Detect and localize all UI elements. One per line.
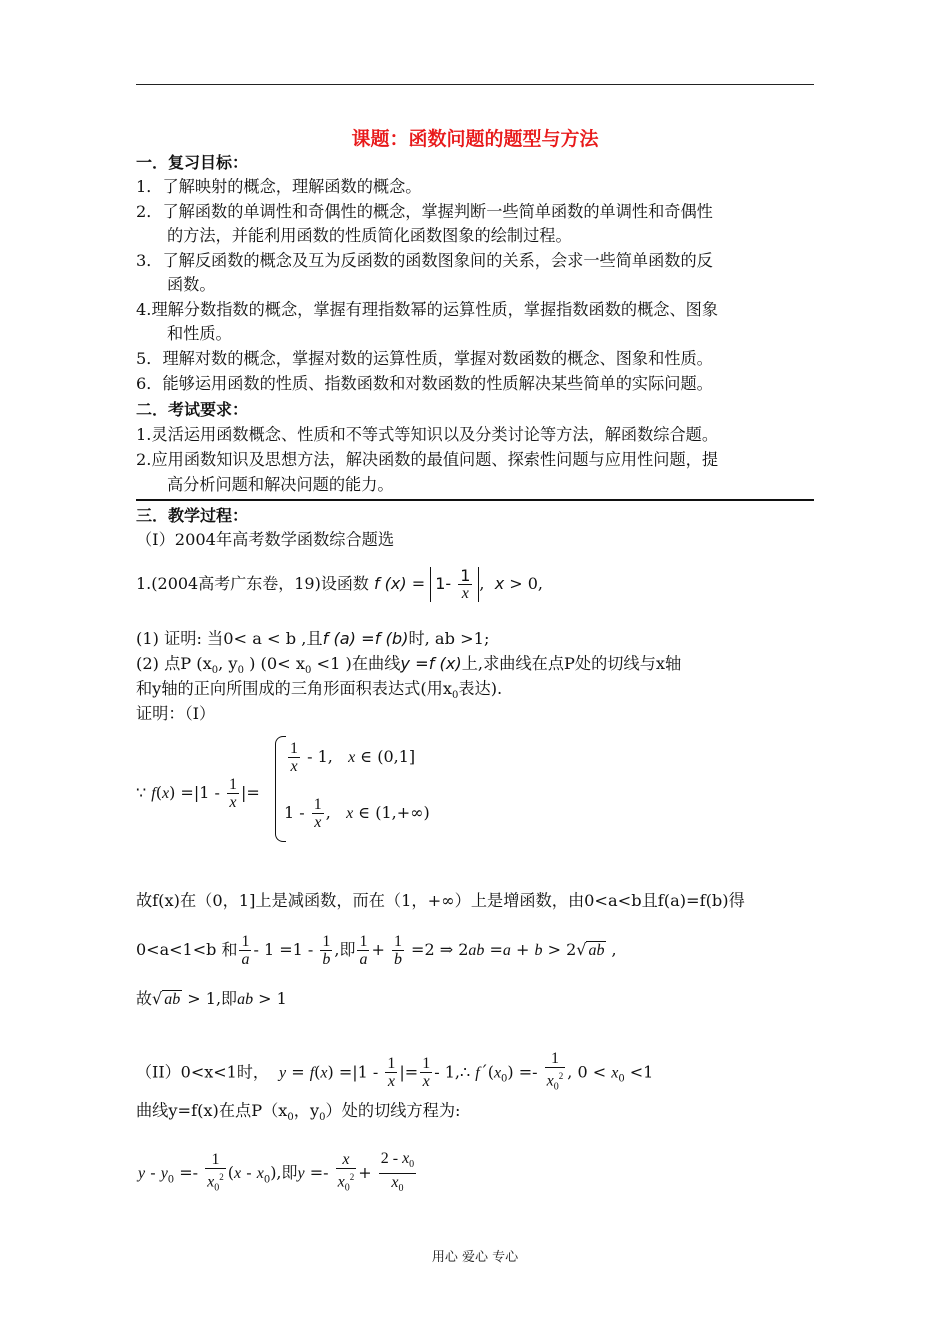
piecewise-case-1: $\frac{1}{x}$ - 1, x ∈ (0,1] <box>290 740 416 775</box>
objective-item: 1．了解映射的概念，理解函数的概念。 <box>136 177 422 196</box>
equation-ab: 0<a<1<b 和 $\frac{1}{a}$ - 1 =1 - $\frac{1}{b}$ ,即 $\frac{1}{a}$ + $\frac{1}{b}$ =2 ⇒ 2ab =a + b > 2√ ab , <box>136 933 617 968</box>
tangent-equation: y - $y_0$ =- $\frac{1}{x_0^2}$ $(x - x_0)$,即y =- $\frac{x}{x_0^2}$ + $\frac{2 - x_0}{x_0}$ <box>138 1150 415 1195</box>
question-1-part1: (1) 证明: 当0< a < b ,且f (a) =f (b)时, ab >1; <box>136 629 490 648</box>
piecewise-case-2: 1 - $\frac{1}{x}$ , x ∈ (1,+∞) <box>284 796 430 831</box>
piecewise-lhs: ∵ f(x) =|1 - $\frac{1}{x}$ |= <box>136 776 260 811</box>
header-rule <box>136 84 814 85</box>
objective-item: 5．理解对数的概念，掌握对数的运算性质，掌握对数函数的概念、图象和性质。 <box>136 349 713 368</box>
page-title: 课题：函数问题的题型与方法 <box>351 128 599 150</box>
requirement-item: 2.应用函数知识及思想方法，解决函数的最值问题、探索性问题与应用性问题，提 <box>136 450 719 469</box>
tangent-text: 曲线y=f(x)在点$P(x_0$，$y_0$）处的切线方程为: <box>136 1101 461 1124</box>
objective-item-cont: 和性质。 <box>167 324 232 343</box>
objective-item: 6．能够运用函数的性质、指数函数和对数函数的性质解决某些简单的实际问题。 <box>136 374 713 393</box>
part2-derivative: （II）0<x<1时， y = f(x) =|1 - $\frac{1}{x}$ |= $\frac{1}{x}$ - 1,∴ $fˊ(x_0)$ =- $\frac{1}{x_0^2}$ , $0 < x_0 <1$ <box>136 1050 654 1093</box>
subsection-title: （Ⅰ）2004年高考数学函数综合题选 <box>136 530 395 549</box>
section-divider <box>136 499 814 501</box>
proof-label: 证明：（I） <box>136 704 216 723</box>
question-1: 1.(2004高考广东卷，19)设函数 f (x) = 1- $\frac{1}{x}$ , x > 0, <box>136 566 543 602</box>
question-1-text: 1.(2004高考广东卷，19)设函数 <box>136 574 369 593</box>
page-footer: 用心 爱心 专心 <box>431 1250 519 1265</box>
objective-item: 4.理解分数指数的概念，掌握有理指数幂的运算性质，掌握指数函数的概念、图象 <box>136 300 719 319</box>
question-1-part2-cont: 和y轴的正向所围成的三角形面积表达式(用$x_0$表达). <box>136 679 503 702</box>
requirement-item: 1.灵活运用函数概念、性质和不等式等知识以及分类讨论等方法，解函数综合题。 <box>136 425 719 444</box>
objective-item: 3．了解反函数的概念及互为反函数的函数图象间的关系，会求一些简单函数的反 <box>136 251 713 270</box>
objective-item-cont: 的方法，并能利用函数的性质简化函数图象的绘制过程。 <box>167 226 572 245</box>
requirement-item-cont: 高分析问题和解决问题的能力。 <box>167 475 394 494</box>
conclusion-ab: 故√ ab > 1,即ab > 1 <box>136 989 287 1008</box>
question-1-part2: (2) 点P ($x_0$, $y_0$ ) ($0< x_0 <1$ )在曲线y =f (x)上,求曲线在点P处的切线与x轴 <box>136 654 682 677</box>
objective-item: 2．了解函数的单调性和奇偶性的概念，掌握判断一些简单函数的单调性和奇偶性 <box>136 202 713 221</box>
objective-item-cont: 函数。 <box>167 275 216 294</box>
monotonic-text: 故f(x)在（0，1]上是减函数，而在（1，+∞）上是增函数，由0<a<b且f(a)=f(b)得 <box>136 891 745 910</box>
section3-heading: 三．教学过程： <box>136 506 249 525</box>
section1-heading: 一．复习目标： <box>136 153 249 172</box>
section2-heading: 二．考试要求： <box>136 400 249 419</box>
